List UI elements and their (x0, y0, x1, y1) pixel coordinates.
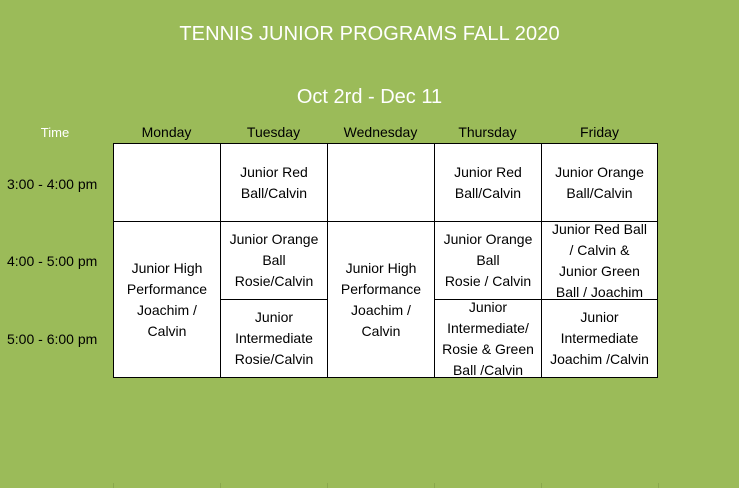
cell-wednesday-4-6pm: Junior High Performance Joachim / Calvin (327, 221, 435, 378)
gridline-mark (541, 483, 542, 488)
cell-friday-4pm: Junior Red Ball / Calvin & Junior Green Ball / Joachim (541, 221, 658, 300)
cell-friday-3pm: Junior Orange Ball/Calvin (541, 143, 658, 222)
header-time: Time (40, 125, 70, 140)
date-range: Oct 2rd - Dec 11 (296, 86, 443, 108)
header-thursday: Thursday (458, 124, 517, 140)
header-friday: Friday (580, 124, 619, 140)
cell-tuesday-3pm: Junior Red Ball/Calvin (220, 143, 328, 222)
cell-monday-3pm (113, 143, 221, 222)
cell-tuesday-5pm: Junior Intermediate Rosie/Calvin (220, 299, 328, 378)
cell-wednesday-3pm (327, 143, 435, 222)
cell-thursday-3pm: Junior Red Ball/Calvin (434, 143, 542, 222)
page-title: TENNIS JUNIOR PROGRAMS FALL 2020 (179, 23, 560, 45)
gridline-mark (327, 483, 328, 488)
time-slot-2: 4:00 - 5:00 pm (7, 253, 98, 269)
gridline-mark (220, 483, 221, 488)
header-wednesday: Wednesday (343, 124, 418, 140)
cell-friday-5pm: Junior Intermediate Joachim /Calvin (541, 299, 658, 378)
header-tuesday: Tuesday (246, 124, 301, 140)
cell-thursday-5pm: Junior Intermediate/ Rosie & Green Ball /Calvin (434, 299, 542, 378)
time-slot-3: 5:00 - 6:00 pm (7, 331, 98, 347)
schedule-grid (113, 143, 658, 378)
cell-thursday-4pm: Junior Orange Ball Rosie / Calvin (434, 221, 542, 300)
gridline-mark (434, 483, 435, 488)
gridline-mark (658, 483, 659, 488)
time-slot-1: 3:00 - 4:00 pm (7, 176, 98, 192)
cell-tuesday-4pm: Junior Orange Ball Rosie/Calvin (220, 221, 328, 300)
gridline-mark (113, 483, 114, 488)
header-monday: Monday (141, 124, 192, 140)
cell-monday-4-6pm: Junior High Performance Joachim / Calvin (113, 221, 221, 378)
